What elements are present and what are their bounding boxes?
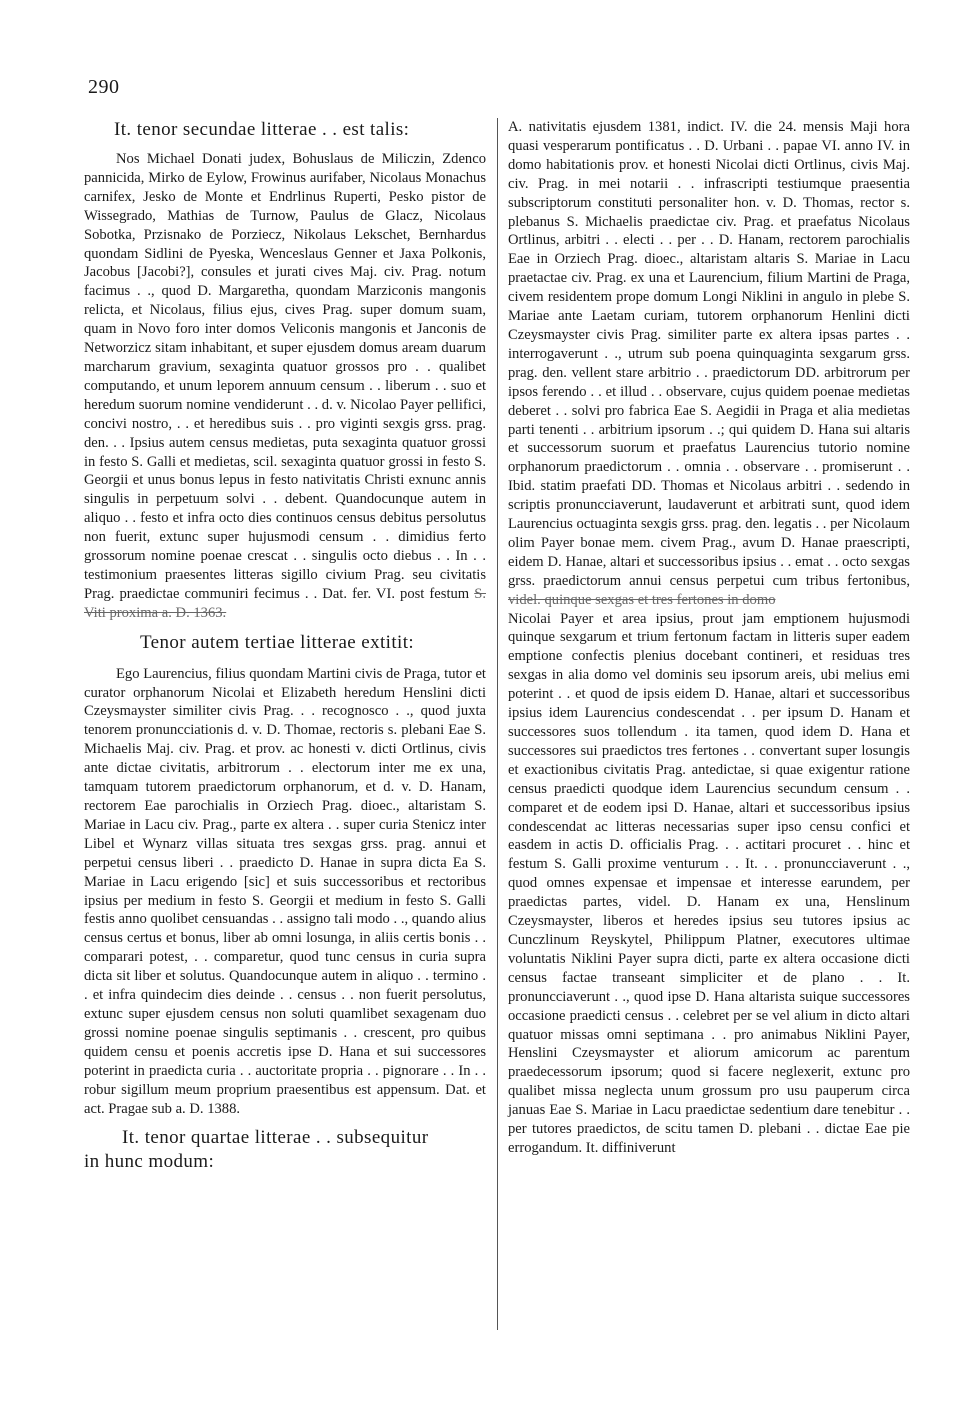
paragraph-arbitration-record bbox=[508, 118, 910, 610]
heading-tertia-littera: Tenor autem tertiae litterae extitit: bbox=[140, 631, 415, 653]
struck-date-line: S. Viti proxima a. D. 1363. bbox=[84, 585, 486, 621]
right-column bbox=[508, 118, 910, 1158]
left-column bbox=[84, 118, 486, 1174]
paragraph-tertia-littera: Ego Laurencius, filius quondam Martini civis de Praga, tutor et curator orphanorum Nicolai et Elizabeth heredum Henslini dicti Czeysmayster similiter civis Prag. . . recognosco . ., quod juxta tenorem pronuncciationis d. v. D. Thomae, rectoris s. plebani Eae S. Michaelis Maj. civ. Prag. et prov. ac honesti v. dicti Ortlinus, civis ante dictae civitatis, arbitrorum . . electorum inter me ex una, tamquam tutorem praedictorum orphanorum, et d. v. D. Hanam, rectorem Eae parochialis in Orziech Prag. dioec., altaristam S. Mariae in Lacu civ. Prag., parte ex altera . . super curia Stenicz inter Libel et Wynarz villas situata tres sexgas grss. prag. annui et perpetui census liberi . . praedicto D. Hanae in supra dicta Ea S. Mariae in Lacu erigendo [sic] et suis successoribus et rectoribus ipsius per medium in festo S. Georgii et medium in festo S. Galli festis anno quolibet censuandas . . assigno tali modo . ., quando alius census certus et bonus, liber ab omni losunga, in aliis certis bonis . . comparari potest, . . comparetur, quod tunc census in curia supra dicta sit liber et solutus. Quandocunque autem in aliquo . . termino . . et infra quindecim dies deinde . . census . . non fuerit persolutus, extunc super ejusdem census non soluti quamlibet sexagenam duo grossi nomine poenae singulis septimanis . . crescent, pro quibus quidem censu et poenis accretis ipse D. Hana et sui successores poterint in praedicta curia . . auctoritate propria . . pignorare . . In . . robur sigillum meum proprium praesentibus est appensum. Dat. et act. Pragae sub a. D. 1388. bbox=[84, 665, 486, 1117]
paragraph-secunda-text: Nos Michael Donati judex, Bohuslaus de Miliczin, Zdenco pannicida, Mirko de Eylow, Frowinus aurifaber, Nicolaus Monachus carnifex, Jesko de Monte et Endrlinus Ruperti, Pesko pistor de Wissegrado, Mathias de Turnow, Paulus de Glacz, Nicolaus Sobotka, Przisnako de Porziecz, Nikolaus Lekschet, Bernhardus quondam Sidlini de Pyeska, Wenceslaus Genner et Jaxa Polkonis, Jacobus [Jacobi?], consules et jurati cives Maj. civ. Prag. notum facimus . ., quod D. Margaretha, quondam Marziconis mangonis relicta, et Nicolaus, filius ejus, cives Prag. super domum suam, quam in Novo foro inter domos Veliconis mangonis et Janconis de Networzicz sitam inhabitant, et super ejusdem domus aream duarum marcharum gravium, sexaginta quatuor grossos pro . . qualibet computando, et unum leporem annuum censum . . liberum . . suo et heredum suorum nomine vendiderunt . . d. v. Nicolao Payer pellifici, concivi nostro, . . et heredibus suis . . pro viginti sexgis grss. prag. den. . . Ipsius autem census medietas, puta sexaginta quatuor grossi in festo S. Galli et medietas, scil. sexaginta quatuor grossi in festo S. Georgii et unus bonus lepus in festo nativitatis Christi exnunc annis singulis in perpetuum solvi . . debent. Quandocunque autem in aliquo . . festo et infra octo dies continuos census debitus persolutus non fuerit, extunc super hujusmodi censum . . dimidius ferto grossorum nomine poenae crescat . . singulis octo diebus . . In . . testimonium praesentes litteras sigillo civium Prag. seu civitatis Prag. praedictae communiri fecimus . . Dat. fer. VI. post festum bbox=[84, 151, 486, 602]
column-divider bbox=[497, 118, 498, 1330]
heading-quarta-continuation: in hunc modum: bbox=[84, 1151, 215, 1173]
paragraph-arbitration-continuation: Nicolai Payer et area ipsius, prout jam emptionem hujusmodi quinque sexgarum et trium fertonum factam in litteris super eadem emptione confectis plenius docebant contineri, et residuas tres sexgas in alia domo vel dominis seu ipsorum areis, ubi melius emi poterint . . et quod de ipsis eidem D. Hanae, altari et successoribus ipsius idem Laurencius condescendat . . per ipsum D. Hanam et successores suos tollendum . ita tamen, quod idem D. Hana et successores sui praedictos tres fertones . . convertant super losungis et exactionibus civitatis Prag. antedictae, si quae exigentur ratione census praedicti quodque idem Laurencius secundum censum . . comparet et de eodem ipsi D. Hanae, altari et successoribus ipsius condescendat ac litteras necessarias super ipso censu confici et easdem in actis D. officialis Prag. . . actitari procuret . . hinc et festum S. Galli proxime venturum . . It. . . pronuncciaverunt . ., quod omnes expensae et impensae et interesse earundem, per praedictas partes, videl. D. Hanam ex una, Henslinum Czeysmayster, liberos et heredes ipsius seu tutores ipsius ac Cunczlinum Reyskytel, Philippum Platner, executores ultimae voluntatis Niklini Payer supra dicti, parte ex altera occasione dicti census factae transeant simpliciter et de plano . . It. pronuncciaverunt . ., quod ipse D. Hana altaristа suique successores occasione praedicti census . . celebret per se vel alium in dicto altari quatuor missas omni septimana . . pro animabus Niklini Payer, Henslini Czeysmayster et aliorum amicorum ac parentum praedecessorum ipsorum; quod si facere neglexerit, extunc pro qualibet missa neglecta unum grossum pro usu pauperum circa januas Eae S. Mariae in Lacu praedictae sedentium dare tenebitur . . per tutores praedictos, de scitu tamen D. plebani . . dictae Eae pie errogandum. It. diffiniverunt bbox=[508, 610, 910, 1156]
struck-domo-line: videl. quinque sexgas et tres fertones in domo bbox=[508, 591, 776, 608]
paragraph-secunda-littera bbox=[84, 150, 486, 623]
page-number: 290 bbox=[88, 76, 120, 98]
heading-quarta-littera: It. tenor quartae litterae . . subsequitur bbox=[122, 1127, 429, 1149]
paragraph-arbitration-text: A. nativitatis ejusdem 1381, indict. IV. die 24. mensis Maji hora quasi vesperarum pontificatus . . D. Urbani . . papae VI. anno IV. in domo habitationis prov. et honesti Nicolai dicti Ortlinus, civis Maj. civ. Prag. in mei notarii . . infrascripti testiumque praesentia subscriptorum constituti personaliter hon. v. D. Thomas, rector s. plebanus S. Michaelis praedictae civ. Prag. et praefatus Nicolaus Ortlinus, arbitri . . electi . . per . . D. Hanam, rectorem parochialis Eae in Orziech Prag. dioec., altaristam altaris S. Mariae in Lacu praetactae civ. Prag. ex una et Laurencium, filium Martini de Praga, civem residentem prope domum Longi Niklini in angulo in plebe S. Mariae ante Laetam curiam, tutorem orphanorum Henlini dicti Czeysmayster civis Prag. similiter parte ex altera ipsas partes . . interrogaverunt . ., utrum sub poena quinquaginta sexgarum grss. prag. den. vellent stare arbitrio . . praedictorum DD. arbitrorum per ipsos ferendo . . et illud . . observare, cujus quidem poenae medietas deberet . . solvi pro fabrica Eae S. Aegidii in Praga et alia medietas parti tenenti . . arbitrium ipsorum . .; qui quidem D. Hana sui altaris et successorum suorum et praefatus Laurencius tutorio nomine orphanorum praedictorum . . omnia . . observare . . promiserunt . . Ibid. statim praefati DD. Thomas et Nicolaus arbitri . . sedendo in scriptis pronuncciaverunt, laudaverunt et arbitrati sunt, quod idem Laurencius octuaginta sexgis grss. prag. den. legatis . . per Nicolaum olim Payer bonae mem. civem Prag., avum D. Hanae praescripti, eidem D. Hanae, altari et successoribus ipsius . . emat . . octo sexgas grss. praedictorum annui census perpetui cum tribus fertonibus, bbox=[508, 119, 910, 589]
heading-secunda-littera: It. tenor secundae litterae . . est talis: bbox=[114, 119, 410, 140]
